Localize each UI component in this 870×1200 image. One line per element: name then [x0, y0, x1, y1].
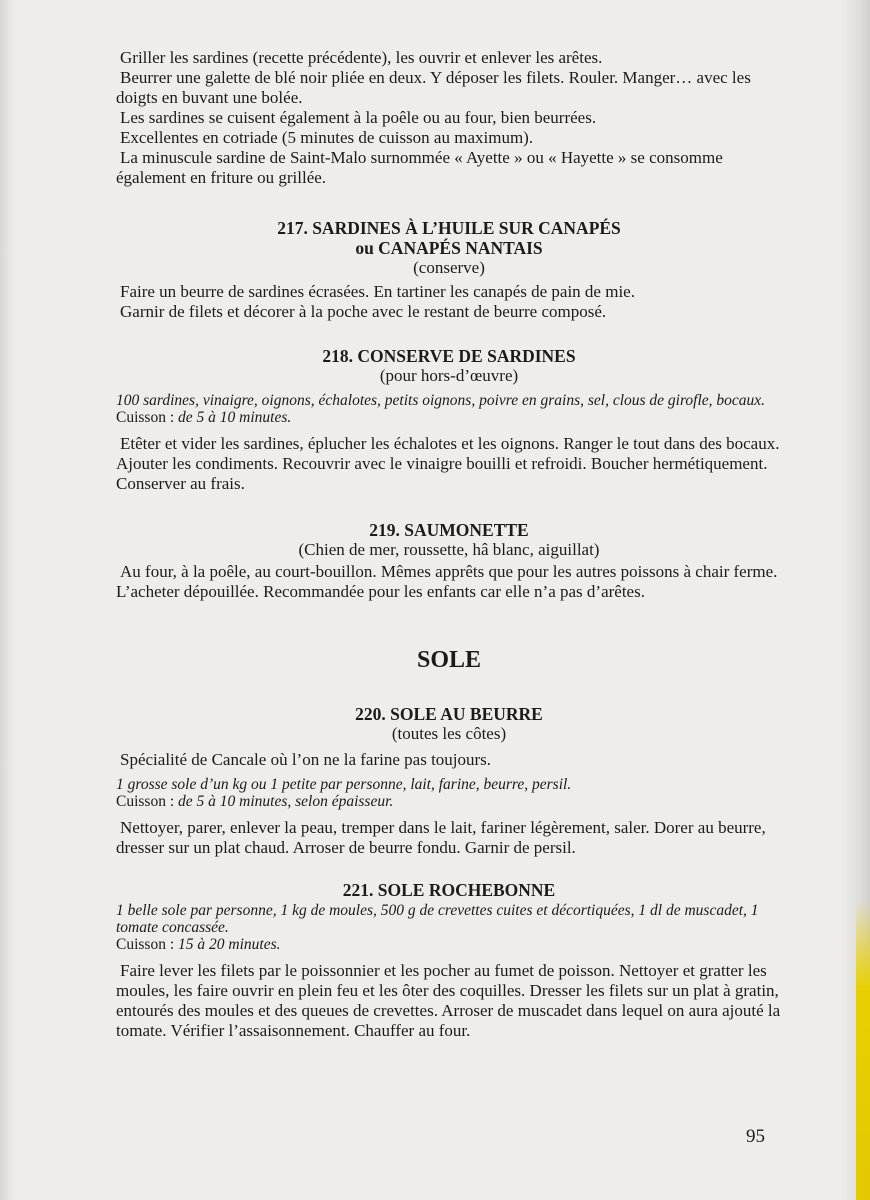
recipe-title-line2: ou CANAPÉS NANTAIS [355, 238, 543, 258]
recipe-221 [116, 880, 782, 1041]
recipe-219 [116, 520, 782, 602]
recipe-title: 221. SOLE ROCHEBONNE [342, 880, 556, 900]
page-number: 95 [746, 1126, 765, 1147]
book-cover-edge [856, 900, 870, 1200]
recipe-body: Au four, à la poêle, au court-bouillon. Mêmes apprêts que pour les autres poissons à chair ferme. L’acheter dépouillée. Recommandée pour les enfants car elle n’a pas d’arêtes. [116, 562, 778, 601]
recipe-title: 218. CONSERVE DE SARDINES [322, 346, 576, 366]
recipe-cooking-time [116, 409, 782, 426]
cooking-time-value: 15 à 20 minutes. [178, 936, 281, 953]
recipe-body: Etêter et vider les sardines, éplucher les échalotes et les oignons. Ranger le tout dans des bocaux. Ajouter les condiments. Recouvrir avec le vinaigre bouilli et refroidi. Boucher hermétiquement. Conserver au frais. [116, 434, 780, 493]
recipe-body: Nettoyer, parer, enlever la peau, tremper dans le lait, fariner légèrement, saler. Dorer au beurre, dresser sur un plat chaud. Arroser de beurre fondu. Garnir de persil. [116, 818, 766, 857]
intro-paragraph: Les sardines se cuisent également à la poêle ou au four, bien beurrées. [120, 108, 597, 127]
page-gutter-shadow [0, 0, 14, 1200]
recipe-title: 220. SOLE AU BEURRE [355, 704, 543, 724]
recipe-title: 217. SARDINES À L’HUILE SUR CANAPÉS [277, 218, 621, 238]
recipe-body: Garnir de filets et décorer à la poche avec le restant de beurre composé. [120, 302, 607, 321]
recipe-cooking-time [116, 793, 782, 810]
intro-paragraph: Beurrer une galette de blé noir pliée en deux. Y déposer les filets. Rouler. Manger… avec les doigts en buvant une bolée. [116, 68, 751, 107]
recipe-cooking-time [116, 936, 782, 953]
recipe-subtitle: (pour hors-d’œuvre) [379, 366, 519, 385]
intro-paragraph: Excellentes en cotriade (5 minutes de cuisson au maximum). [120, 128, 534, 147]
recipe-title: 219. SAUMONETTE [369, 520, 529, 540]
cooking-time-value: de 5 à 10 minutes. [178, 409, 292, 426]
cooking-time-label: Cuisson : [116, 936, 179, 953]
cooking-time-label: Cuisson : [116, 793, 179, 810]
recipe-220 [116, 704, 782, 858]
recipe-subtitle: (Chien de mer, roussette, hâ blanc, aiguillat) [298, 540, 600, 559]
recipe-217 [116, 218, 782, 322]
recipe-note: Spécialité de Cancale où l’on ne la farine pas toujours. [120, 750, 492, 769]
recipe-body: Faire un beurre de sardines écrasées. En tartiner les canapés de pain de mie. [120, 282, 635, 301]
recipe-ingredients: 1 grosse sole d’un kg ou 1 petite par personne, lait, farine, beurre, persil. [116, 776, 572, 793]
recipe-ingredients: 1 belle sole par personne, 1 kg de moules, 500 g de crevettes cuites et décortiquées, 1 dl de muscadet, 1 tomate concassée. [116, 902, 759, 936]
section-heading: SOLE [416, 647, 482, 673]
recipe-218 [116, 346, 782, 494]
intro-paragraph: Griller les sardines (recette précédente), les ouvrir et enlever les arêtes. [120, 48, 603, 67]
recipe-subtitle: (conserve) [413, 258, 485, 277]
intro-paragraph: La minuscule sardine de Saint-Malo surnommée « Ayette » ou « Hayette » se consomme également en friture ou grillée. [116, 148, 723, 187]
cooking-time-value: de 5 à 10 minutes, selon épaisseur. [178, 793, 394, 810]
recipe-subtitle: (toutes les côtes) [391, 724, 507, 743]
cooking-time-label: Cuisson : [116, 409, 179, 426]
recipe-ingredients: 100 sardines, vinaigre, oignons, échalotes, petits oignons, poivre en grains, sel, clous de girofle, bocaux. [116, 392, 766, 409]
text-column [116, 48, 782, 1041]
intro-block [116, 48, 782, 188]
recipe-body: Faire lever les filets par le poissonnier et les pocher au fumet de poisson. Nettoyer et gratter les moules, les faire ouvrir en plein feu et les ôter des coquilles. Dresser les filets sur un plat à gratin, entourés des moules et des queues de crevettes. Arroser de muscadet dans lequel on aura ajouté la tomate. Vérifier l’assaisonnement. Chauffer au four. [116, 961, 781, 1040]
